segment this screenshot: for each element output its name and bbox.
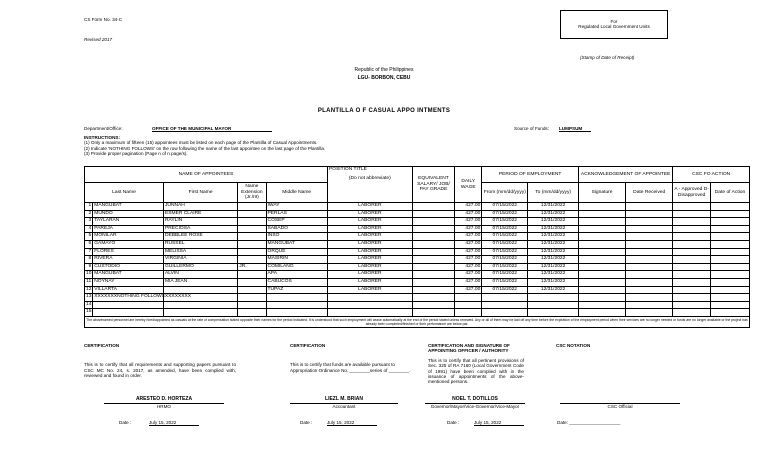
cell-ext [238, 248, 266, 256]
cell-approved [673, 263, 711, 271]
header-position-title-text: POSITION TITLE [328, 167, 367, 172]
cell-signature [578, 294, 625, 302]
cell-signature [578, 271, 625, 279]
table-row [85, 309, 750, 317]
cell-ext: JR. [238, 263, 266, 271]
cell-date-received [626, 286, 673, 294]
cell-date-action [711, 240, 750, 248]
cell-ext [238, 294, 266, 302]
cell-approved [673, 233, 711, 241]
cell-to: 12/31/2022 [528, 218, 579, 226]
cell-no: 4 [85, 225, 93, 233]
cert-appointing-name: NOEL T. DOTILLOS [452, 396, 498, 402]
cell-to: 12/31/2022 [528, 233, 579, 241]
cell-salary [412, 278, 454, 286]
form-number: CS Form No. 34-C [84, 17, 123, 22]
cell-date-received [626, 263, 673, 271]
cell-wage: 427.00 [455, 271, 482, 279]
cell-approved [673, 294, 711, 302]
cell-last [93, 301, 164, 309]
cell-salary [412, 286, 454, 294]
cell-date-action [711, 233, 750, 241]
table-row [85, 286, 750, 294]
cert-appointing [428, 343, 524, 385]
cell-salary [412, 301, 454, 309]
cell-signature [578, 301, 625, 309]
cell-no: 8 [85, 256, 93, 264]
cell-approved [673, 240, 711, 248]
cell-salary [412, 225, 454, 233]
cell-ext [238, 271, 266, 279]
cell-to: 12/31/2022 [528, 271, 579, 279]
republic-label: Republic of the Philippines [354, 67, 414, 73]
instructions [84, 135, 325, 157]
cell-from: 07/15/2022 [482, 256, 528, 264]
cell-middle: CABUCOS [266, 278, 327, 286]
cell-middle: COSEP [266, 218, 327, 226]
cell-last: CUSTODIO [93, 263, 164, 271]
cell-wage [455, 294, 482, 302]
cell-salary [412, 203, 454, 211]
csc-notation-heading: CSC NOTATION [556, 343, 591, 348]
cell-position: LABORER [327, 240, 412, 248]
cert-hrmo-body: This is to certify that all requirements and supporting papers pursuant to CSC MC No. 24, s. 2017, as amended, have been complied with, reviewed and found in order. [84, 362, 236, 379]
cert-hrmo-date-label: Date : [119, 420, 132, 425]
cell-middle [266, 301, 327, 309]
cell-to: 12/31/2022 [528, 203, 579, 211]
cell-salary [412, 210, 454, 218]
table-row [85, 271, 750, 279]
cell-wage: 427.00 [455, 263, 482, 271]
header-ack: ACKNOWLEDGEMENT OF APPOINTEE [578, 167, 672, 183]
cell-signature [578, 256, 625, 264]
cell-date-received [626, 256, 673, 264]
cell-date-received [626, 248, 673, 256]
cell-ext [238, 278, 266, 286]
cell-ext [238, 256, 266, 264]
cell-middle: PERLAS [266, 210, 327, 218]
cert-accountant-heading: CERTIFICATION [290, 343, 326, 348]
cell-first [163, 286, 237, 294]
cell-no: 5 [85, 233, 93, 241]
cell-last [93, 309, 164, 317]
cell-signature [578, 240, 625, 248]
cell-wage: 427.00 [455, 225, 482, 233]
cell-position: LABORER [327, 271, 412, 279]
cell-middle: INSO [266, 233, 327, 241]
cell-to: 12/31/2022 [528, 286, 579, 294]
cell-no: 14 [85, 301, 93, 309]
cert-hrmo-name: ARESTEO D. HORTEZA [135, 396, 193, 402]
cell-from: 07/15/2022 [482, 233, 528, 241]
header-name-ext: Name Extension (Jr./III) [238, 183, 266, 203]
cell-position: LABORER [327, 263, 412, 271]
cell-from [482, 301, 528, 309]
cell-approved [673, 309, 711, 317]
cell-approved [673, 286, 711, 294]
cell-first: JUNNAH [163, 203, 237, 211]
cell-no: 6 [85, 240, 93, 248]
cell-approved [673, 278, 711, 286]
cell-approved [673, 203, 711, 211]
cert-accountant [290, 343, 422, 373]
table-row [85, 240, 750, 248]
cell-approved [673, 256, 711, 264]
csc-official-role: CSC Official [560, 403, 680, 409]
header-from: From (mm/dd/yyyy) [482, 183, 528, 203]
cell-first: GUILLERMO [163, 263, 237, 271]
department-label: Department/Office: [84, 126, 123, 131]
cell-first [163, 301, 237, 309]
cell-approved [673, 301, 711, 309]
cell-from: 07/15/2022 [482, 218, 528, 226]
cell-from: 07/15/2022 [482, 248, 528, 256]
cell-position [327, 309, 412, 317]
cert-appointing-role: Governor/Mayor/Vice-Governor/Vice-Mayor [425, 403, 525, 409]
cell-middle: MANGUBAT [266, 240, 327, 248]
table-row [85, 294, 750, 302]
cell-to: 12/31/2022 [528, 225, 579, 233]
cert-hrmo [84, 343, 236, 379]
header-approved: A - Approved D- Disapproved [673, 183, 711, 203]
cell-last: MANGUBAT [93, 271, 164, 279]
cell-date-received [626, 301, 673, 309]
cell-date-received [626, 240, 673, 248]
cell-wage [455, 301, 482, 309]
cell-approved [673, 248, 711, 256]
table-row [85, 263, 750, 271]
cell-middle: ORQUE [266, 248, 327, 256]
cell-wage: 427.00 [455, 286, 482, 294]
cell-no: 2 [85, 210, 93, 218]
cell-signature [578, 286, 625, 294]
cell-date-received [626, 225, 673, 233]
table-row [85, 210, 750, 218]
instruction-item: (2) Indicate 'NOTHING FOLLOWS' on the row following the name of the last appointee on the last page of the Plantilla. [84, 145, 326, 151]
cell-no: 9 [85, 263, 93, 271]
cell-no: 15 [85, 309, 93, 317]
cell-salary [412, 271, 454, 279]
cell-from: 07/15/2022 [482, 278, 528, 286]
cell-from: 07/15/2022 [482, 225, 528, 233]
cell-from: 07/15/2022 [482, 271, 528, 279]
cell-position: LABORER [327, 218, 412, 226]
cell-date-action [711, 203, 750, 211]
header-position-sub: (Do not abbreviate) [348, 175, 391, 181]
cell-ext [238, 301, 266, 309]
cell-wage: 427.00 [455, 233, 482, 241]
cell-middle [266, 309, 327, 317]
cell-date-action [711, 278, 750, 286]
cell-date-action [711, 263, 750, 271]
cell-date-received [626, 278, 673, 286]
cert-accountant-role: Accountant [290, 403, 398, 409]
cell-salary [412, 263, 454, 271]
header-middle-name: Middle Name [266, 183, 327, 203]
cell-last: TAYLARAN [93, 218, 164, 226]
table-row [85, 203, 750, 211]
cell-ext [238, 233, 266, 241]
appointees-grid [84, 166, 750, 328]
cell-last: XXXXXXXNOTHING FOLLOWSXXXXXXXX [93, 294, 164, 302]
cell-last: RIVERA [93, 256, 164, 264]
cell-date-received [626, 309, 673, 317]
cell-date-action [711, 286, 750, 294]
cell-approved [673, 225, 711, 233]
cert-accountant-name: LIEZL M. BRIAN [325, 396, 363, 402]
cell-salary [412, 294, 454, 302]
cell-to [528, 294, 579, 302]
cell-to [528, 301, 579, 309]
cell-signature [578, 248, 625, 256]
cell-wage: 427.00 [455, 278, 482, 286]
cell-wage: 427.00 [455, 240, 482, 248]
cell-position [327, 294, 412, 302]
cert-appointing-date: July 15, 2022 [474, 420, 524, 426]
lgu-stamp-box [560, 10, 668, 39]
cell-no: 13 [85, 294, 93, 302]
cell-no: 7 [85, 248, 93, 256]
stamp-receipt-label: (Stamp of Date of Receipt) [580, 55, 635, 60]
cell-no: 3 [85, 218, 93, 226]
cell-salary [412, 256, 454, 264]
cell-date-action [711, 294, 750, 302]
cell-wage: 427.00 [455, 210, 482, 218]
cell-salary [412, 309, 454, 317]
cert-appointing-date-label: Date : [447, 420, 460, 425]
header-date-received: Date Received [626, 183, 673, 203]
cell-position: LABORER [327, 278, 412, 286]
cell-signature [578, 225, 625, 233]
instruction-item: (1) Only a maximum of fifteen (15) appointees must be listed on each page of the Plantilla of Casual Appointments. [84, 140, 318, 146]
cell-to: 12/31/2022 [528, 263, 579, 271]
cell-first: RUSSEL [163, 240, 237, 248]
header-signature: Signature [578, 183, 625, 203]
header-to: To (mm/dd/yyyy) [528, 183, 579, 203]
cell-from [482, 294, 528, 302]
cell-last: MONILAR [93, 233, 164, 241]
revised-label: Revised 2017 [84, 37, 113, 42]
page-title: PLANTILLA O F CASUAL APPO INTMENTS [317, 108, 451, 114]
cell-to: 12/31/2022 [528, 248, 579, 256]
cell-date-received [626, 210, 673, 218]
cell-position: LABORER [327, 203, 412, 211]
cell-position: LABORER [327, 210, 412, 218]
table-row [85, 225, 750, 233]
header-period: PERIOD OF EMPLOYMENT [482, 167, 579, 183]
cell-from: 07/15/2022 [482, 286, 528, 294]
cell-to: 12/31/2022 [528, 256, 579, 264]
cell-date-action [711, 256, 750, 264]
cell-from: 07/15/2022 [482, 263, 528, 271]
cell-ext [238, 203, 266, 211]
cell-salary [412, 233, 454, 241]
header-wage: DAILY WAGE [455, 167, 482, 203]
table-row [85, 256, 750, 264]
cert-accountant-body: This is to certify that funds are available pursuant to Appropriation Ordinance No. ________series of ________. [290, 362, 411, 373]
cert-appointing-heading: CERTIFICATION AND SIGNATURE OF APPOINTING OFFICER / AUTHORITY [428, 343, 510, 354]
cell-no: 11 [85, 278, 93, 286]
stamp-box-line2: Regulated Local Government Units [578, 24, 650, 30]
cell-ext [238, 225, 266, 233]
cell-middle: IWAY [266, 203, 327, 211]
cell-position: LABORER [327, 256, 412, 264]
cell-wage: 427.00 [455, 203, 482, 211]
cell-signature [578, 263, 625, 271]
cell-last: PAREJA [93, 225, 164, 233]
table-row [85, 278, 750, 286]
cell-from [482, 309, 528, 317]
cert-accountant-date-label: Date : [300, 420, 313, 425]
cell-first: MELISSA [163, 248, 237, 256]
cell-last: MUNDO [93, 210, 164, 218]
cell-wage: 427.00 [455, 256, 482, 264]
stamp-box-line1: For [610, 19, 618, 24]
cell-approved [673, 271, 711, 279]
cell-date-received [626, 203, 673, 211]
cell-last: VILLARTA [93, 286, 164, 294]
lgu-label: LGU- BORBON, CEBU [357, 75, 411, 81]
cell-from: 07/15/2022 [482, 240, 528, 248]
funds-label: Source of Funds: [514, 126, 549, 131]
header-first-name: First Name [163, 183, 237, 203]
cell-salary [412, 240, 454, 248]
cell-wage: 427.00 [455, 218, 482, 226]
cell-ext [238, 210, 266, 218]
cell-position [327, 301, 412, 309]
cell-date-received [626, 294, 673, 302]
cell-to [528, 309, 579, 317]
cell-to: 12/31/2022 [528, 240, 579, 248]
funds-value: LUMPSUM [559, 126, 591, 132]
cell-last: GAMAYO [93, 240, 164, 248]
cell-signature [578, 233, 625, 241]
cell-salary [412, 218, 454, 226]
header-salary: EQUIVALENT SALARY/ JOB/ PAY GRADE [412, 167, 454, 203]
cell-ext [238, 286, 266, 294]
cell-first [163, 309, 237, 317]
cell-signature [578, 218, 625, 226]
cell-no: 1 [85, 203, 93, 211]
header-last-name: Last Name [85, 183, 164, 203]
cell-first: ESMER CLAIRE [163, 210, 237, 218]
cell-position: LABORER [327, 286, 412, 294]
cell-to: 12/31/2022 [528, 210, 579, 218]
cell-position: LABORER [327, 225, 412, 233]
cell-date-action [711, 210, 750, 218]
cell-approved [673, 218, 711, 226]
cell-position: LABORER [327, 233, 412, 241]
cell-date-action [711, 271, 750, 279]
cell-middle: TUPAZ [266, 286, 327, 294]
header-name-of-appointees: NAME OF APPOINTEES [85, 167, 328, 183]
cell-date-received [626, 233, 673, 241]
cell-date-received [626, 218, 673, 226]
cell-first: VIRGINIA [163, 256, 237, 264]
cell-signature [578, 278, 625, 286]
cell-last: MANGUBAT [93, 203, 164, 211]
cert-hrmo-heading: CERTIFICATION [84, 343, 120, 348]
cell-from: 07/15/2022 [482, 210, 528, 218]
cell-first: PRECIOSA [163, 225, 237, 233]
cell-salary [412, 248, 454, 256]
cell-date-action [711, 301, 750, 309]
cell-last: NOYNAY [93, 278, 164, 286]
instruction-item: (3) Provide proper pagination (Page n of n page/s). [84, 151, 188, 157]
cell-last: FLORES [93, 248, 164, 256]
cell-date-received [626, 271, 673, 279]
cell-first: ALVIN [163, 271, 237, 279]
header-csc: CSC FO ACTION [673, 167, 750, 183]
cert-accountant-date: July 15, 2022 [327, 420, 377, 426]
cell-approved [673, 210, 711, 218]
cert-hrmo-role: HRMO [104, 403, 224, 409]
cell-ext [238, 309, 266, 317]
cell-first: RAYLIN [163, 218, 237, 226]
cell-no: 12 [85, 286, 93, 294]
department-value: OFFICE OF THE MUNICIPAL MAYOR [152, 126, 272, 132]
cell-wage: 427.00 [455, 248, 482, 256]
cell-no: 10 [85, 271, 93, 279]
instructions-heading: INSTRUCTIONS: [84, 135, 120, 140]
cell-middle: SABADO [266, 225, 327, 233]
cell-signature [578, 203, 625, 211]
cell-middle [266, 294, 327, 302]
cell-date-action [711, 225, 750, 233]
cell-middle: MASIRIN [266, 256, 327, 264]
cell-first: MIA JEAN [163, 278, 237, 286]
cell-date-action [711, 248, 750, 256]
csc-date-label: Date: ____________________ [557, 420, 621, 425]
header-position-title [327, 167, 412, 203]
cell-date-action [711, 218, 750, 226]
table-row [85, 301, 750, 309]
table-footnote: The abovenamed personnel are hereby hired/appointed as casuals at the rate of compensation stated opposite their names for the period indicated. It is understood that such employment will cease automatically at the end of the period stated unless renewed. Any or all of them may be laid off any time before the expiration of the employment period when their services are no longer needed or funds are no longer available or the project has already been completed/finished or their performance are below par. [86, 317, 748, 327]
cell-ext [238, 240, 266, 248]
table-row [85, 218, 750, 226]
cell-middle: COMILANG [266, 263, 327, 271]
cell-first: DEBBLEE ROSE [163, 233, 237, 241]
cell-to: 12/31/2022 [528, 278, 579, 286]
cell-ext [238, 218, 266, 226]
cell-wage [455, 309, 482, 317]
table-row [85, 233, 750, 241]
cell-signature [578, 309, 625, 317]
cell-from: 07/15/2022 [482, 203, 528, 211]
cell-middle: APA [266, 271, 327, 279]
cell-signature [578, 210, 625, 218]
cell-position: LABORER [327, 248, 412, 256]
cert-hrmo-date: July 15, 2022 [149, 420, 199, 426]
cert-appointing-body: This is to certify that all pertinent provisions of Sec. 325 of RA 7160 (Local Government Code of 1991) have been complied with in the issuance of appointments of the above-mentioned persons. [428, 357, 524, 385]
header-date-action: Date of Action [711, 183, 750, 203]
table-row [85, 248, 750, 256]
cell-date-action [711, 309, 750, 317]
